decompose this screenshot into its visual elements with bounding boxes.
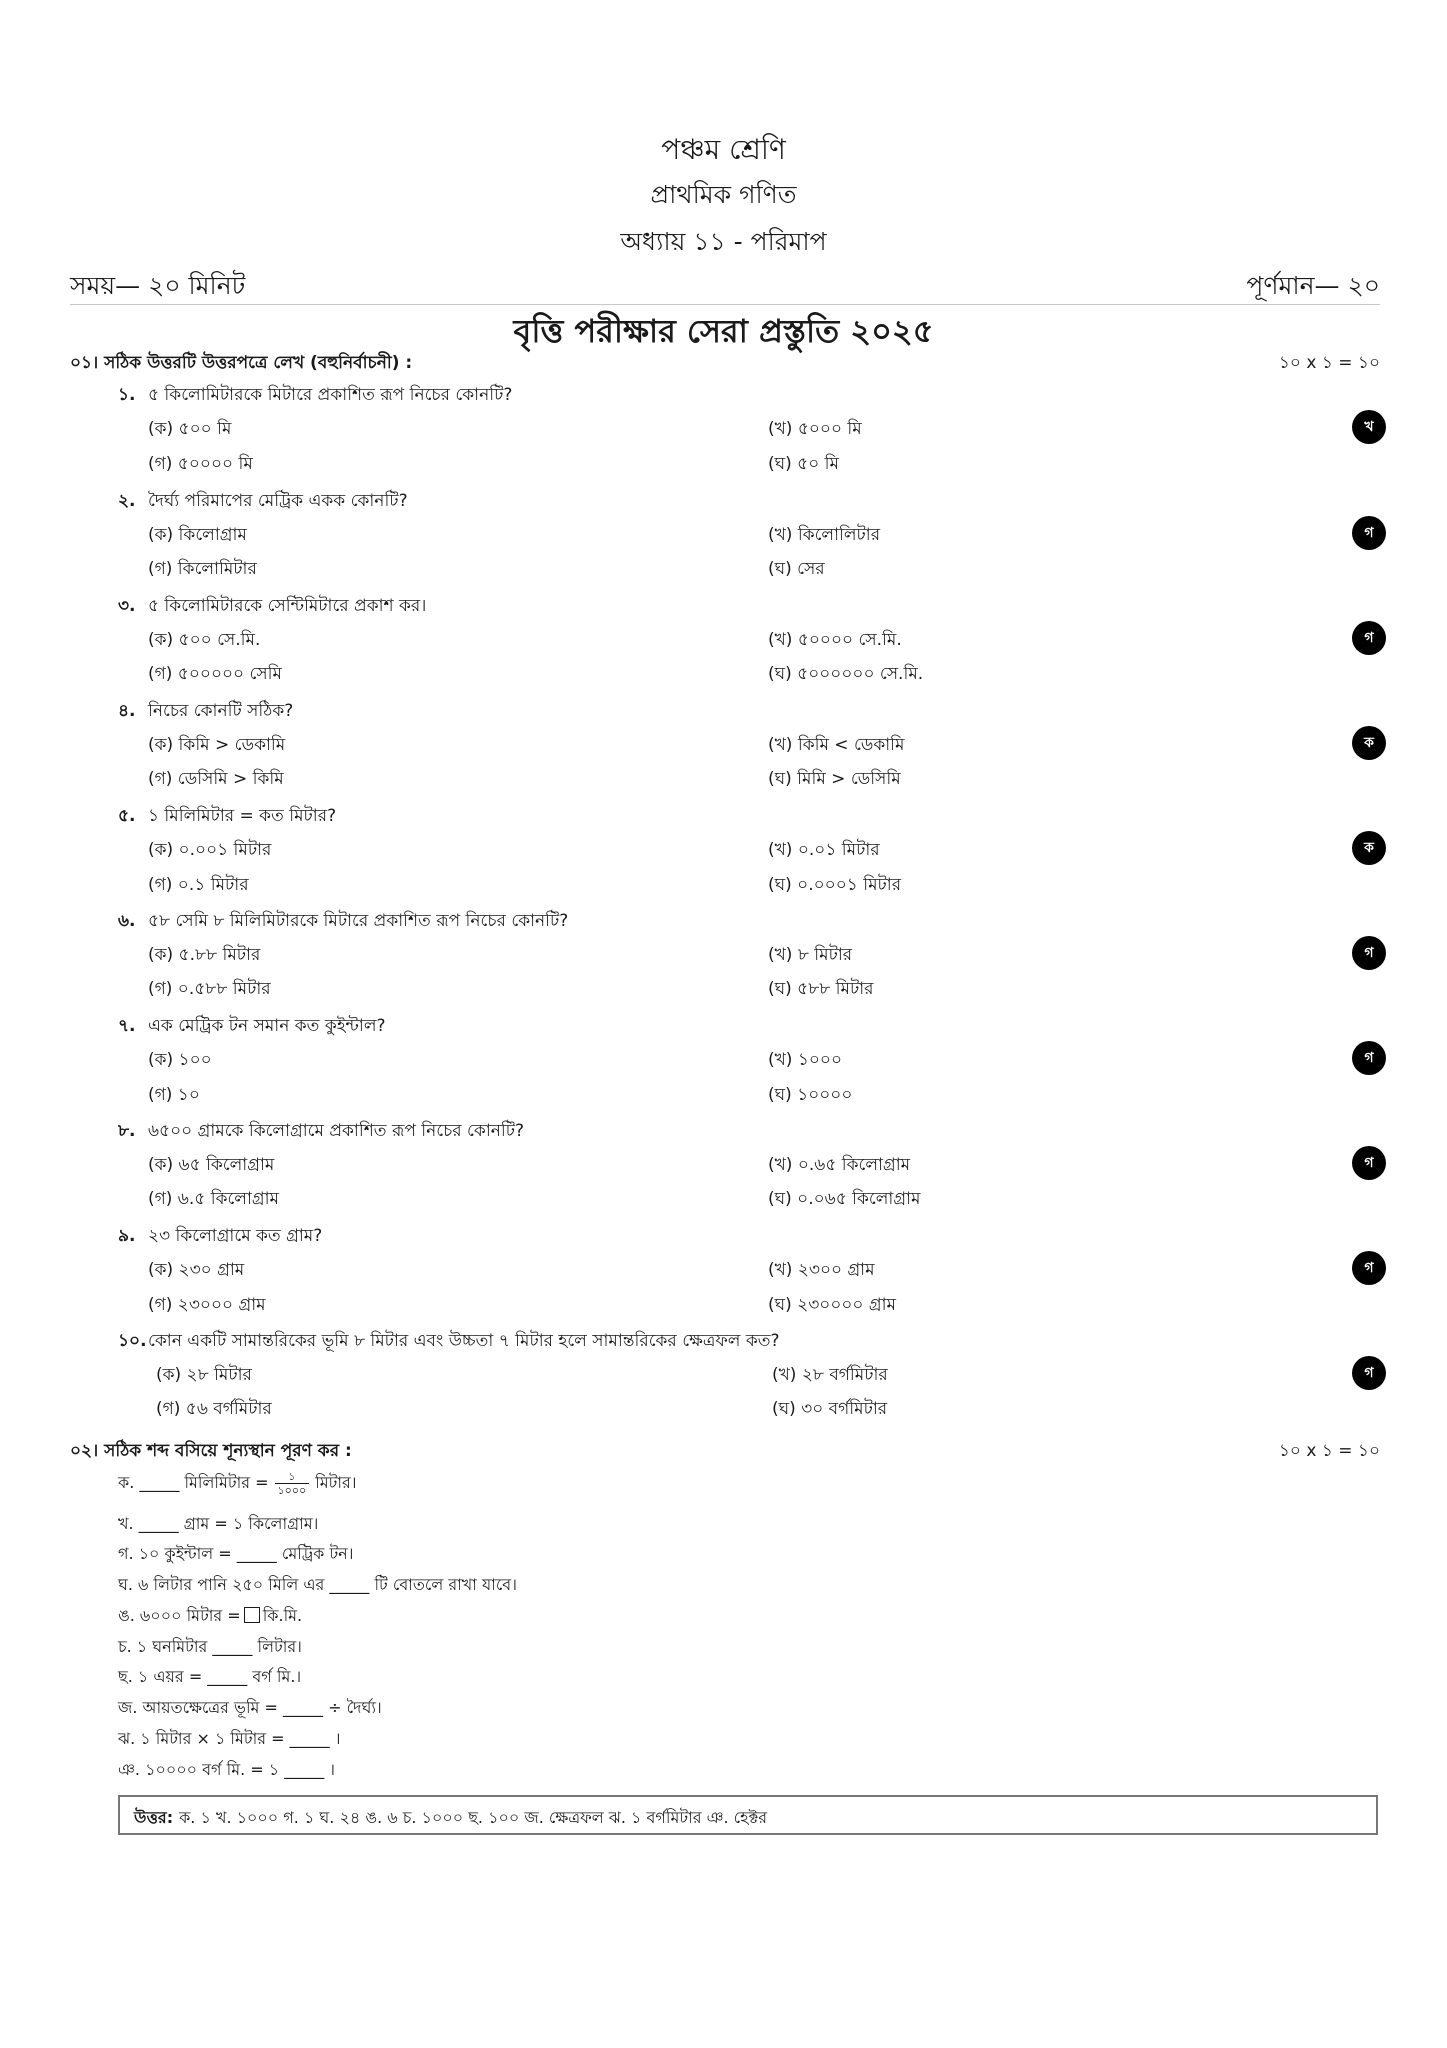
answer-badge: গ <box>1352 1041 1386 1075</box>
option-a: (ক) ০.০০১ মিটার <box>148 840 272 860</box>
page-banner: বৃত্তি পরীক্ষার সেরা প্রস্তুতি ২০২৫ <box>513 312 934 350</box>
option-d: (ঘ) ৫৮৮ মিটার <box>768 979 874 999</box>
option-c: (গ) ৫০০০০ মি <box>148 454 253 474</box>
question-number: ৩. <box>118 596 136 616</box>
option-b: (খ) ১০০০ <box>768 1050 843 1070</box>
option-c: (গ) ০.৫৮৮ মিটার <box>148 979 271 999</box>
header-divider <box>70 304 1380 305</box>
question <box>118 1223 322 1251</box>
question <box>118 593 426 621</box>
option-a: (ক) কিমি > ডেকামি <box>148 735 286 755</box>
fill-blank-item: গ. ১০ কুইন্টাল = _____ মেট্রিক টন। <box>118 1544 354 1563</box>
question-text: ১ মিলিমিটার = কত মিটার? <box>148 806 337 826</box>
option-d: (ঘ) ৩০ বর্গমিটার <box>772 1399 888 1419</box>
option-c: (গ) ২৩০০০ গ্রাম <box>148 1295 266 1315</box>
answer-badge: গ <box>1352 516 1386 550</box>
answer-badge: গ <box>1352 1146 1386 1180</box>
question-text: কোন একটি সামান্তরিকের ভূমি ৮ মিটার এবং উচ্চতা ৭ মিটার হলে সামান্তরিকের ক্ষেত্রফল কত? <box>148 1331 780 1351</box>
answer-badge: ক <box>1352 831 1386 865</box>
fill-blank-item: ঘ. ৬ লিটার পানি ২৫০ মিলি এর _____ টি বোতলে রাখা যাবে। <box>118 1575 517 1594</box>
question <box>118 382 512 410</box>
question-number: ১০. <box>118 1331 147 1351</box>
question-text: এক মেট্রিক টন সমান কত কুইন্টাল? <box>148 1016 386 1036</box>
fraction-denominator: ১০০০ <box>277 1484 307 1497</box>
question <box>118 803 336 831</box>
fill-blank-text: ক. _____ মিলিমিটার = <box>118 1473 269 1492</box>
time-label: সময়— ২০ মিনিট <box>70 271 246 300</box>
option-b: (খ) ০.৬৫ কিলোগ্রাম <box>768 1155 911 1175</box>
option-a: (ক) ৫.৮৮ মিটার <box>148 945 261 965</box>
option-d: (ঘ) সের <box>768 559 825 579</box>
class-heading: পঞ্চম শ্রেণি <box>661 133 786 166</box>
chapter-heading: অধ্যায় ১১ - পরিমাপ <box>620 227 827 256</box>
option-b: (খ) কিলোলিটার <box>768 525 881 545</box>
question-text: ৫ কিলোমিটারকে সেন্টিমিটারে প্রকাশ কর। <box>148 596 427 616</box>
option-c: (গ) ডেসিমি > কিমি <box>148 769 284 789</box>
answer-badge: গ <box>1352 936 1386 970</box>
section1-marks: ১০ x ১ = ১০ <box>1278 353 1380 373</box>
question-number: ৪. <box>118 701 136 721</box>
option-a: (ক) ৬৫ কিলোগ্রাম <box>148 1155 275 1175</box>
question <box>118 1013 386 1041</box>
option-d: (ঘ) ২৩০০০০ গ্রাম <box>768 1295 896 1315</box>
option-a: (ক) ১০০ <box>148 1050 212 1070</box>
answer-badge: গ <box>1352 621 1386 655</box>
fill-blank-item: চ. ১ ঘনমিটার _____ লিটার। <box>118 1637 302 1656</box>
answer-badge: ক <box>1352 726 1386 760</box>
option-b: (খ) ২৩০০ গ্রাম <box>768 1260 875 1280</box>
question-number: ৯. <box>118 1226 136 1246</box>
option-a: (ক) ২৩০ গ্রাম <box>148 1260 245 1280</box>
option-a: (ক) কিলোগ্রাম <box>148 525 247 545</box>
option-d: (ঘ) ৫০০০০০০ সে.মি. <box>768 664 924 684</box>
question-text: ২৩ কিলোগ্রামে কত গ্রাম? <box>148 1226 323 1246</box>
section2-title: ০২। সঠিক শব্দ বসিয়ে শূন্যস্থান পূরণ কর : <box>70 1441 352 1461</box>
fill-blank-item <box>118 1470 356 1497</box>
option-b: (খ) ০.০১ মিটার <box>768 840 880 860</box>
option-b: (খ) কিমি < ডেকামি <box>768 735 905 755</box>
question <box>118 1118 524 1146</box>
question-text: নিচের কোনটি সঠিক? <box>148 701 294 721</box>
fill-blank-text: মিটার। <box>315 1473 357 1492</box>
option-d: (ঘ) মিমি > ডেসিমি <box>768 769 901 789</box>
option-c: (গ) ৫৬ বর্গমিটার <box>156 1399 272 1419</box>
fill-blank-item: খ. _____ গ্রাম = ১ কিলোগ্রাম। <box>118 1514 319 1533</box>
question-number: ১. <box>118 385 136 405</box>
fill-blank-item: জ. আয়তক্ষেত্রের ভূমি = _____ ÷ দৈর্ঘ্য। <box>118 1698 382 1717</box>
option-a: (ক) ৫০০ মি <box>148 419 232 439</box>
option-c: (গ) ১০ <box>148 1085 200 1105</box>
option-b: (খ) ৮ মিটার <box>768 945 853 965</box>
fill-blank-item <box>118 1603 302 1630</box>
option-b: (খ) ৫০০০ মি <box>768 419 862 439</box>
question <box>118 488 408 516</box>
option-c: (গ) কিলোমিটার <box>148 559 257 579</box>
option-c: (গ) ৬.৫ কিলোগ্রাম <box>148 1189 279 1209</box>
question-text: ৫৮ সেমি ৮ মিলিমিটারকে মিটারে প্রকাশিত রূপ নিচের কোনটি? <box>148 911 569 931</box>
question-text: ৬৫০০ গ্রামকে কিলোগ্রামে প্রকাশিত রূপ নিচের কোনটি? <box>148 1121 525 1141</box>
subject-heading: প্রাথমিক গণিত <box>650 180 797 209</box>
option-b: (খ) ২৮ বর্গমিটার <box>772 1365 888 1385</box>
question <box>118 1328 780 1356</box>
question-number: ৭. <box>118 1016 136 1036</box>
question <box>118 698 293 726</box>
fill-blank-item: ঞ. ১০০০০ বর্গ মি. = ১ _____ । <box>118 1760 336 1779</box>
question-text: ৫ কিলোমিটারকে মিটারে প্রকাশিত রূপ নিচের কোনটি? <box>148 385 513 405</box>
question-number: ৫. <box>118 806 136 826</box>
section2-marks: ১০ x ১ = ১০ <box>1278 1441 1380 1461</box>
option-c: (গ) ৫০০০০০ সেমি <box>148 664 282 684</box>
question-number: ৬. <box>118 911 136 931</box>
fill-blank-item: ঝ. ১ মিটার × ১ মিটার = _____ । <box>118 1729 341 1748</box>
option-d: (ঘ) ০.০০০১ মিটার <box>768 875 902 895</box>
option-d: (ঘ) ০.০৬৫ কিলোগ্রাম <box>768 1189 921 1209</box>
option-d: (ঘ) ৫০ মি <box>768 454 839 474</box>
question-text: দৈর্ঘ্য পরিমাপের মেট্রিক একক কোনটি? <box>148 491 408 511</box>
answer-badge: গ <box>1352 1251 1386 1285</box>
option-d: (ঘ) ১০০০০ <box>768 1085 853 1105</box>
fraction-numerator: ১ <box>275 1470 310 1484</box>
question <box>118 908 568 936</box>
answer-badge: গ <box>1352 1356 1386 1390</box>
answer-badge: খ <box>1352 410 1386 444</box>
fill-blank-item: ছ. ১ এয়র = _____ বর্গ মি.। <box>118 1667 302 1686</box>
fill-blank-text: ঙ. ৬০০০ মিটার = <box>118 1606 241 1625</box>
option-c: (গ) ০.১ মিটার <box>148 875 249 895</box>
fill-blank-text: কি.মি. <box>262 1606 303 1625</box>
answer-key-label: উত্তর: <box>134 1808 174 1827</box>
question-number: ৮. <box>118 1121 136 1141</box>
option-a: (ক) ২৮ মিটার <box>156 1365 252 1385</box>
option-b: (খ) ৫০০০০ সে.মি. <box>768 630 902 650</box>
question-number: ২. <box>118 491 136 511</box>
section1-title: ০১। সঠিক উত্তরটি উত্তরপত্রে লেখ (বহুনির্বাচনী) : <box>70 353 413 373</box>
option-a: (ক) ৫০০ সে.মি. <box>148 630 261 650</box>
answer-key-text: ক. ১ খ. ১০০০ গ. ১ ঘ. ২৪ ঙ. ৬ চ. ১০০০ ছ. ১০০ জ. ক্ষেত্রফল ঝ. ১ বর্গমিটার ঞ. হেক্টর <box>179 1808 768 1827</box>
blank-box-icon <box>244 1607 260 1623</box>
full-marks-label: পূর্ণমান— ২০ <box>1246 271 1380 300</box>
answer-key-box <box>118 1795 1378 1835</box>
fraction <box>275 1470 310 1497</box>
